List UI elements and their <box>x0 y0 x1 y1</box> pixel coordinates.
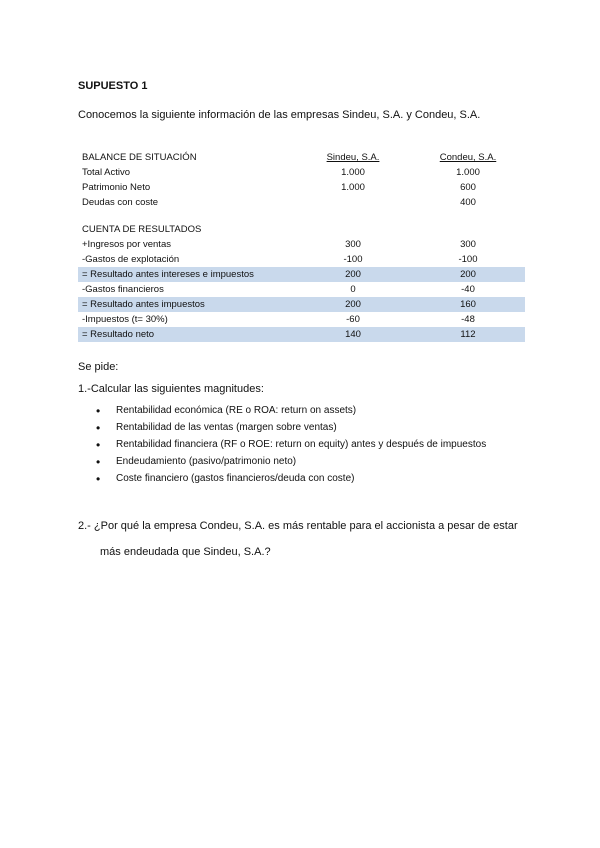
table-row-highlighted <box>78 297 525 312</box>
table-row-highlighted <box>78 267 525 282</box>
row-value-sindeu: 0 <box>350 284 356 295</box>
balance-header-col2: Condeu, S.A. <box>439 152 497 163</box>
row-value-condeu: -48 <box>461 314 475 325</box>
row-value-sindeu: 200 <box>345 299 361 310</box>
row-label: -Gastos de explotación <box>82 254 180 265</box>
question-2 <box>78 520 528 558</box>
row-value-sindeu: 1.000 <box>341 182 365 193</box>
list-item <box>92 438 524 452</box>
list-item <box>92 455 524 469</box>
question-1-list <box>92 404 524 489</box>
row-value-sindeu: 140 <box>345 329 361 340</box>
table-row <box>78 237 525 252</box>
page-title: SUPUESTO 1 <box>78 80 148 92</box>
row-value-condeu: -40 <box>461 284 475 295</box>
list-item-text: Rentabilidad económica (RE o ROA: return on assets) <box>116 405 357 416</box>
row-label: = Resultado antes intereses e impuestos <box>82 269 254 280</box>
row-value-sindeu: -60 <box>346 314 360 325</box>
row-label: Deudas con coste <box>82 197 159 208</box>
balance-header-label: BALANCE DE SITUACIÓN <box>82 152 197 163</box>
row-label: -Impuestos (t= 30%) <box>82 314 168 325</box>
table-row <box>78 165 525 180</box>
row-value-condeu: 1.000 <box>456 167 480 178</box>
row-value-condeu: 112 <box>460 329 476 340</box>
question-2-line-1: 2.- ¿Por qué la empresa Condeu, S.A. es más rentable para el accionista a pesar de estar <box>78 520 518 532</box>
bullet-icon: • <box>96 455 101 469</box>
row-value-condeu: 300 <box>460 239 476 250</box>
bullet-icon: • <box>96 421 101 435</box>
table-row-highlighted <box>78 327 525 342</box>
list-item-text: Rentabilidad financiera (RF o ROE: return on equity) antes y después de impuestos <box>116 439 487 450</box>
list-item-text: Endeudamiento (pasivo/patrimonio neto) <box>116 456 297 467</box>
table-row <box>78 180 525 195</box>
row-label: Patrimonio Neto <box>82 182 151 193</box>
bullet-icon: • <box>96 472 101 486</box>
income-header-row <box>78 222 525 237</box>
row-value-condeu: 200 <box>460 269 476 280</box>
section-gap <box>78 210 525 222</box>
balance-header-col1: Sindeu, S.A. <box>326 152 380 163</box>
row-value-sindeu: 300 <box>345 239 361 250</box>
list-item <box>92 404 524 418</box>
row-label: = Resultado neto <box>82 329 155 340</box>
balance-header-row <box>78 150 525 165</box>
row-value-sindeu: 1.000 <box>341 167 365 178</box>
row-value-sindeu: 200 <box>345 269 361 280</box>
question-2-line-2: más endeudada que Sindeu, S.A.? <box>100 546 271 558</box>
income-header-label: CUENTA DE RESULTADOS <box>82 224 202 235</box>
list-item-text: Rentabilidad de las ventas (margen sobre ventas) <box>116 422 337 433</box>
se-pide-label: Se pide: <box>78 361 119 373</box>
intro-paragraph: Conocemos la siguiente información de las empresas Sindeu, S.A. y Condeu, S.A. <box>78 109 481 121</box>
financial-table <box>78 150 525 342</box>
row-value-condeu: 400 <box>460 197 476 208</box>
table-row <box>78 282 525 297</box>
row-value-condeu: 600 <box>460 182 476 193</box>
list-item <box>92 421 524 435</box>
list-item-text: Coste financiero (gastos financieros/deuda con coste) <box>116 473 355 484</box>
table-row <box>78 195 525 210</box>
row-value-condeu: 160 <box>460 299 476 310</box>
question-1-intro: 1.-Calcular las siguientes magnitudes: <box>78 383 264 395</box>
row-label: Total Activo <box>82 167 131 178</box>
row-label: -Gastos financieros <box>82 284 164 295</box>
list-item <box>92 472 524 486</box>
bullet-icon: • <box>96 438 101 452</box>
row-value-sindeu: -100 <box>343 254 363 265</box>
table-row <box>78 312 525 327</box>
row-value-condeu: -100 <box>458 254 478 265</box>
bullet-icon: • <box>96 404 101 418</box>
row-label: +Ingresos por ventas <box>82 239 171 250</box>
table-row <box>78 252 525 267</box>
row-label: = Resultado antes impuestos <box>82 299 205 310</box>
